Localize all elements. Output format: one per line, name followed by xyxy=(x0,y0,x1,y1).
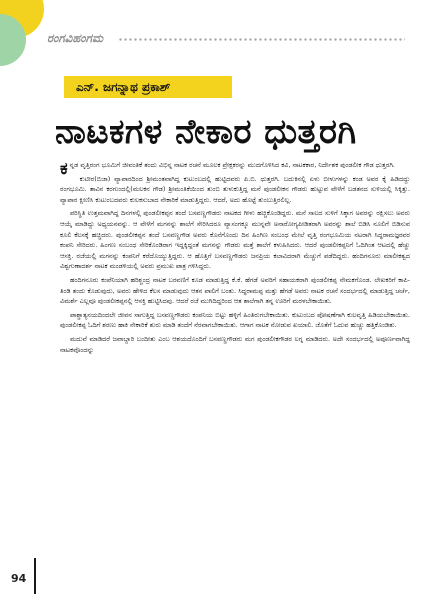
paragraph: ಪಾಶ್ಚಾತ್ಯನಯದಿಂದಲೇ ಜೀವನ ಸಾಗುತ್ತಿದ್ದ ಬಸವಣ್ಣಗೌಡರು ಕಂಪನಿಯ ಬಿಟ್ಟು ಹಳ್ಳಿಗೆ ಹಿಂತಿರುಗಬೇಕಾಯಿತು. ಕುಟುಂಬದ ಪೋಷಣೆಗಾಗಿ ಕುಲವೃತ್ತಿ ಹಿಡಿಯಬೇಕಾಯಿತು. ಪುಂಡಲೀಕಪ್ಪ ಓದಿಗೆ ಶರಣು ಹಾಕಿ ನೇಕಾರಿಕೆ ಶುರು ಮಾಡಿ ತಂದೆಗೆ ನೆರವಾಗಬೇಕಾಯಿತು. ಆಗಾಗ ನಾಟಕ ನೋಡುವ ಖಯಾಲಿ. ಜೊತೆಗೆ ಓದುವ ಹುಚ್ಚು ಹತ್ತಿಕೊಂಡಿತು. xyxy=(60,310,410,330)
paragraph: ಕುಟೀರ(ಬಿಜಾ) ವ್ಯಾಪಾರದಿಂದ ಶ್ರೀಮಂತವಾಗಿದ್ದ ಕುಟುಂಬದಲ್ಲಿ ಹುಟ್ಟಿದವರು ಪಿ.ಬಿ. ಧುತ್ತರಗಿ. ಬದುಕಿನಲ್ಲಿ ಏಳು ಬೀಳುಗಳನ್ನು ಕಂಡ ಅವರ ಕೈ ಹಿಡಿದದ್ದು ರಂಗಭೂಮಿ. ತಾವಿನ ಕರಗುಂದಲ್ಲಿ(ಮಲಕನ ಗೌಡ) ಶ್ರೀಮಂತಿಕೆಯಿಂದ ತುಂಬಿ ತುಳುಕುತ್ತಿದ್ದ ಮನೆ ಪುಂಡಲೀಕನ ಗೌಡರು ಹುಟ್ಟುವ ವೇಳೆಗೆ ಬಡತನದ ಸುಳಿಯಲ್ಲಿ ಸಿಕ್ಕಿತ್ತು. ವ್ಯಾಪಾರ ಕ್ಷೀಣಿಸಿ ಕುಟುಂಬದವರು ಕುಲಕಸುಬಾದ ನೇಕಾರಿಕೆ ಮಾಡುತ್ತಿದ್ದರು. ಆದರೆ, ಅದು ಹೊಟ್ಟೆ ತುಂಬುತ್ತಿರಲಿಲ್ಲ. xyxy=(60,174,410,204)
section-label: ರಂಗವಿಹಂಗಮ xyxy=(47,31,104,45)
paragraph: ಪರಿಸ್ಥಿತಿ ಉತ್ತಮವಾಗಿದ್ದ ದಿನಗಳಲ್ಲಿ ಪುಂಡಲೀಕಪ್ಪನ ತಂದೆ ಬಸವಣ್ಣಗೌಡರು ನಾಟಕದ ಗೀಳು ಹಚ್ಚಿಕೊಂಡಿದ್ದರು. ಮನೆ ಸಾಲದ ಸುಳಿಗೆ ಸಿಕ್ಕಾಗ ಅವರನ್ನು ರಕ್ಷಿಸಲು ಅವರು ಆಯ್ಕೆ ಮಾಡಿದ್ದು ಅಧ್ಯಯನವನ್ನು. ಆ ವೇಳೆಗೆ ಮಗನನ್ನು ಶಾಲೆಗೆ ಸೇರಿಸಿದರೂ ವ್ಯಾಸಂಗಕ್ಕೂ ಮುನ್ನವೇ ಅನಾರೋಗ್ಯಪೀಡಿತರಾಗಿ ಅವರನ್ನು ಶಾಲೆ ಬಿಡಿಸಿ ನೂಲಿಗೆ ಬಿಡಿಸುವ ಕೂಲಿ ಕೆಲಸಕ್ಕೆ ಹಚ್ಚಿದರು. ಪುಂಡಲೀಕಪ್ಪನ ತಂದೆ ಬಸವಣ್ಣಗೌಡ ಅವರು ಕೊನೆಗೊಂದು ದಿನ ಹಿಂಗಿಣ ಸಂಬಂಧ ಮೇಲೆ ವೃತ್ತಿ ರಂಗಭೂಮಿಯ ನಟರಾಗಿ ಸಿದ್ಧರಾಮಜ್ಞರವರ ಕಂಪನಿ ಸೇರಿದರು. ಹಿಂಗಣ ಸಂಬಂಧ ಸೇರಿಕೊಂಡಿರಾಗ ಇದ್ದಕ್ಕಿದ್ದಂತೆ ಮಗನನ್ನು ಗೌಡರು ಮತ್ತೆ ಶಾಲೆಗೆ ಕಳುಹಿಸಿದರು. ಆದರೆ ಪುಂಡಲೀಕಪ್ಪನಿಗೆ ಓದಿಗಿಂತ ಆಟದಲ್ಲಿ ಹೆಚ್ಚು ಆಸಕ್ತಿ. ರಜೆಯಲ್ಲಿ ಮಗನನ್ನು ಕಂಪನಿಗೆ ಕರೆದೊಯ್ಯುತ್ತಿದ್ದರು. ಆ ಹೊತ್ತಿಗೆ ಬಸವಣ್ಣಗೌಡರು ಜನಪ್ರಿಯ ಕಲಾವಿದರಾಗಿ ಮೆಚ್ಚುಗೆ ಪಡೆದಿದ್ದರು. ಹಂದಿಗನೂರು ಮಾಲೀಕತ್ವದ ವಿಶ್ವಗುಣಾದರ್ಶ ನಾಟಕ ಮಂಡಳಿಯಲ್ಲಿ ಅವರು ಪ್ರಮುಖ ಪಾತ್ರ ಗಳಿಸಿದ್ದರು. xyxy=(60,209,410,271)
paragraph: ಮದುವೆ ಮಾಡಿದರೆ ಜವಾಬ್ದಾರಿ ಬಂದೀತು ಎಂಬ ಆಶಯದೊಂದಿಗೆ ಬಸವಣ್ಣಗೌಡರು ಮಗ ಪುಂಡಲೀಕಗೌಡರ ಲಗ್ನ ಮಾಡಿದರು. ಅದೇ ಸಂದರ್ಭದಲ್ಲಿ ಅಪೂರ್ಣವಾಗಿದ್ದ ನಾಟಕವೊಂದನ್ನು xyxy=(60,334,410,354)
author-banner: ಎನ್. ಜಗನ್ನಾಥ ಪ್ರಕಾಶ್ xyxy=(64,76,232,98)
footer-divider xyxy=(34,558,36,594)
paragraph xyxy=(60,159,410,179)
paragraph-text: ನ್ನಡ ವೃತ್ತಿರಂಗ ಭೂಮಿಗೆ ಜೀವಂತಿಕೆ ತಂದು ವಿಭಿನ್ನ ನಾಟಕ ರಚನೆ ಮೂಲಕ ಪ್ರೇಕ್ಷಕರನ್ನು ಮುದಗೊಳಿಸಿದ ಕವಿ, ನಾಟಕಕಾರ, ನಿರ್ದೇಶಕ ಪುಂಡಲೀಕ ಗೌಡ ಧುತ್ತರಗಿ. xyxy=(69,161,395,169)
article-title: ನಾಟಕಗಳ ನೇಕಾರ ಧುತ್ತರಗಿ xyxy=(55,112,357,152)
drop-cap: ಕ xyxy=(60,159,68,179)
dotted-divider xyxy=(118,38,405,41)
paragraph: ಹಂದಿಗನೂರು ಕಂಪೆನಿಯಾಗಿ ಹರಿಶ್ಚಂದ್ರ ನಾಟಕ ಬರವಣಿಗೆ ಕೂಡ ಮಾಡುತ್ತಿದ್ದ ಕೆ.ಕೆ. ಹೆಗಡೆ ಅವರಿಗೆ ಸಹಾಯಕರಾಗಿ ಪುಂಡಲೀಕಪ್ಪ ನೇಮಕಗೊಂಡ. ಲೇಖಕರಿಗೆ ಕಾಪಿ-ತಿಂಡಿ ತಂದು ಕೊಡುವುದು, ಅವರು ಹೇಳಿದ ಕೆಲಸ ಮಾಡುವುದು ಆತನ ಪಾಲಿಗೆ ಬಂತು. ಸಿದ್ಧರಾಮಪ್ಪ ಮತ್ತು ಹೆಗಡೆ ಅವರು ನಾಟಕ ರಚನೆ ಸಂದರ್ಭದಲ್ಲಿ ಮಾಡುತ್ತಿದ್ದ ಚರ್ಚೆ, ವಿಮರ್ಶೆ ಎಲ್ಲವೂ ಪುಂಡಲೀಕಪ್ಪನಲ್ಲಿ ಆಸಕ್ತಿ ಹುಟ್ಟಿಸಿದವು. ಆದರೆ ರಜೆ ಮುಗಿದಿದ್ದರಿಂದ ಆತ ಶಾಲೆಗಾಗಿ ತನ್ನ ಊರಿಗೆ ಮರಳಬೇಕಾಯಿತು. xyxy=(60,275,410,306)
page-number: 94 xyxy=(11,572,27,585)
article-body xyxy=(60,160,410,358)
